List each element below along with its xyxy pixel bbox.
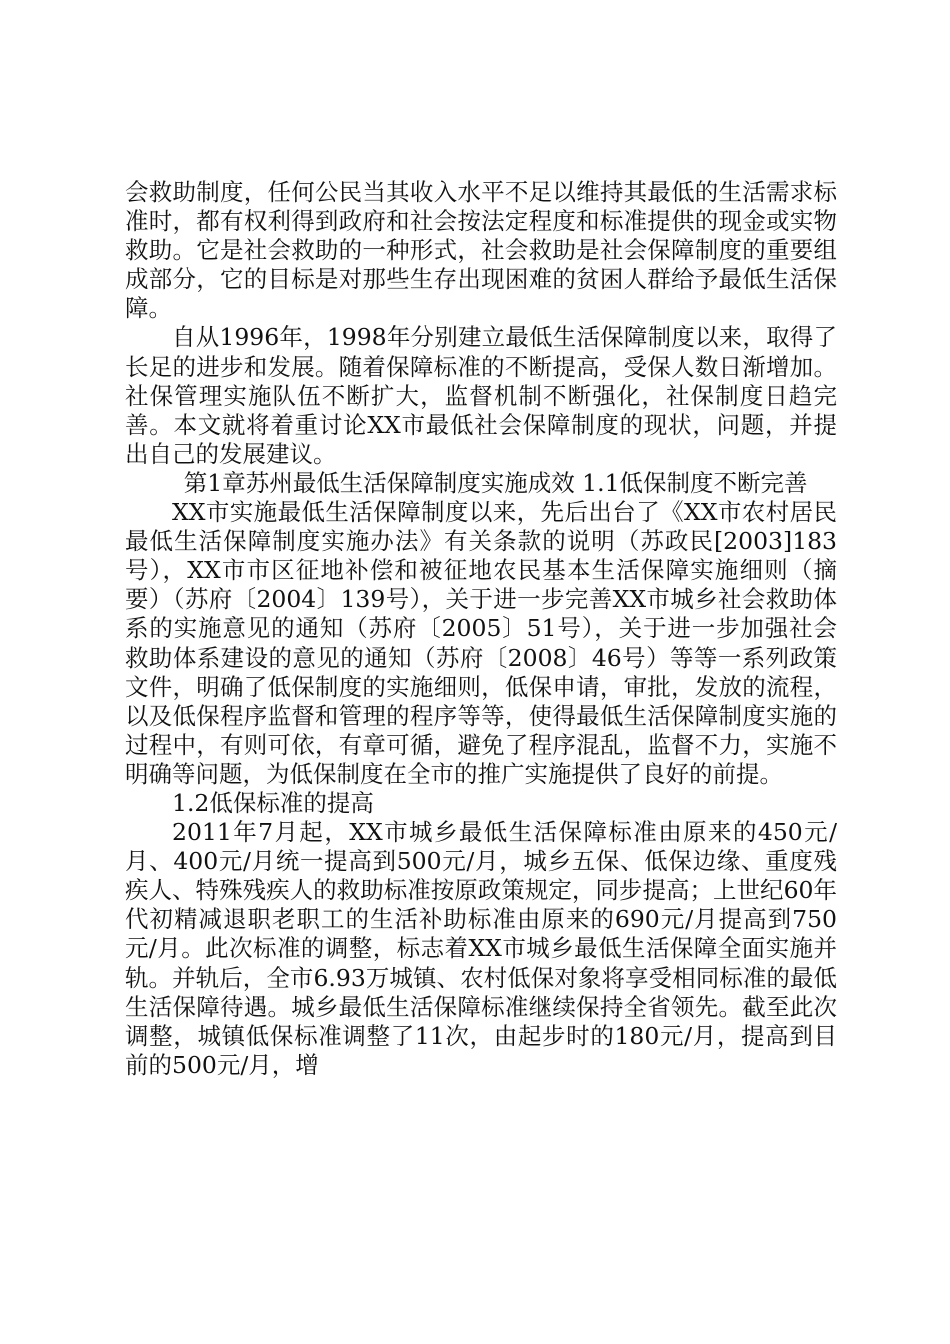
chapter-heading: 第1章苏州最低生活保障制度实施成效 1.1低保制度不断完善: [183, 468, 808, 497]
document-body: [125, 178, 837, 1080]
paragraph-standards: 2011年7月起，XX市城乡最低生活保障标准由原来的450元/月、400元/月统一提高到500元/月，城乡五保、低保边缘、重度残疾人、特殊残疾人的救助标准按原政策规定，同步提高；上世纪60年代初精减退职老职工的生活补助标准由原来的690元/月提高到750元/月。此次标准的调整，标志着XX市城乡最低生活保障全面实施并轨。并轨后，全市6.93万城镇、农村低保对象将享受相同标准的最低生活保障待遇。城乡最低生活保障标准继续保持全省领先。截至此次调整，城镇低保标准调整了11次，由起步时的180元/月，提高到目前的500元/月，增: [125, 818, 837, 1079]
paragraph-policies: XX市实施最低生活保障制度以来，先后出台了《XX市农村居民最低生活保障制度实施办法》有关条款的说明（苏政民[2003]183号），XX市市区征地补偿和被征地农民基本生活保障实施细则（摘要）（苏府〔2004〕139号），关于进一步完善XX市城乡社会救助体系的实施意见的通知（苏府〔2005〕51号），关于进一步加强社会救助体系建设的意见的通知（苏府〔2008〕46号）等等一系列政策文件，明确了低保制度的实施细则，低保申请，审批，发放的流程，以及低保程序监督和管理的程序等等，使得最低生活保障制度实施的过程中，有则可依，有章可循，避免了程序混乱，监督不力，实施不明确等问题，为低保制度在全市的推广实施提供了良好的前提。: [125, 498, 837, 788]
section-heading: 1.2低保标准的提高: [172, 788, 374, 817]
paragraph-intro: 会救助制度，任何公民当其收入水平不足以维持其最低的生活需求标准时，都有权利得到政府和社会按法定程度和标准提供的现金或实物救助。它是社会救助的一种形式，社会救助是社会保障制度的重要组成部分，它的目标是对那些生存出现困难的贫困人群给予最低生活保障。: [125, 178, 837, 323]
paragraph-history: 自从1996年，1998年分别建立最低生活保障制度以来，取得了长足的进步和发展。随着保障标准的不断提高，受保人数日渐增加。社保管理实施队伍不断扩大，监督机制不断强化，社保制度日趋完善。本文就将着重讨论XX市最低社会保障制度的现状，问题，并提出自己的发展建议。: [125, 323, 837, 468]
